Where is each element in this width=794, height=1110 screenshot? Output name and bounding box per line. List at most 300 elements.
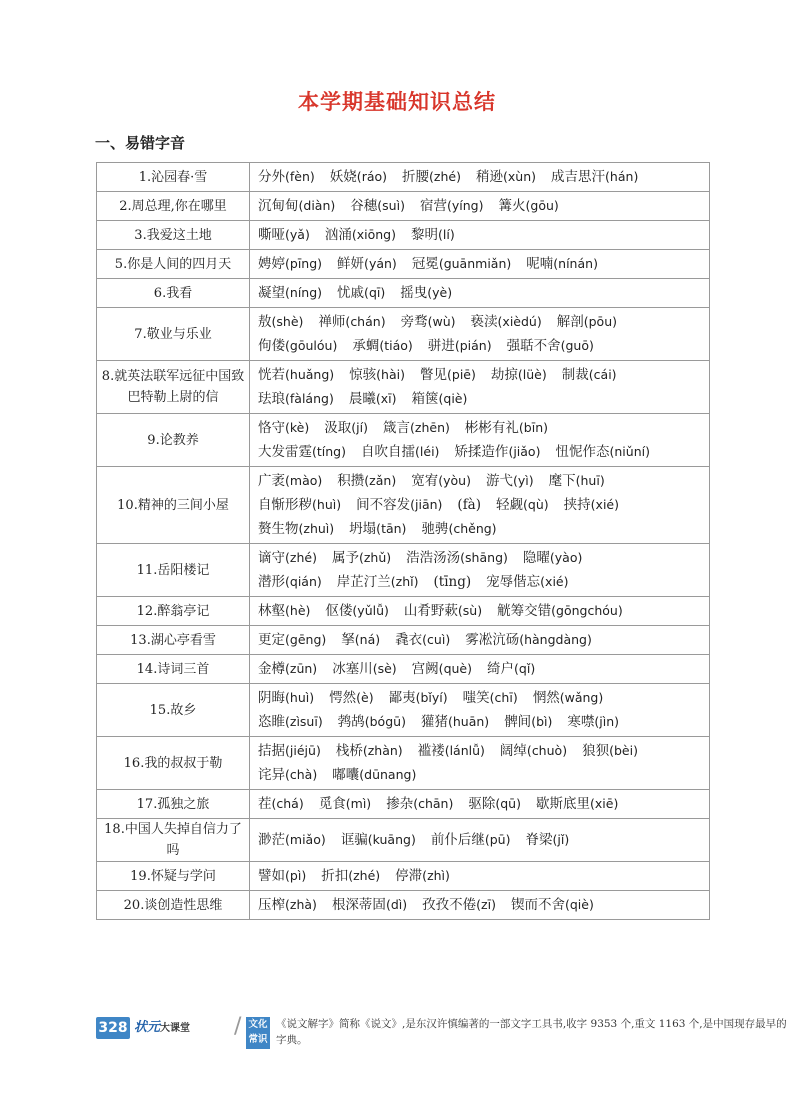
word-text: 自吹自擂 <box>361 444 416 460</box>
pinyin-text: zhuì <box>303 521 330 536</box>
word-text: 嘶哑 <box>258 227 285 243</box>
word-entry <box>411 473 471 489</box>
paren-open: ( <box>553 256 559 271</box>
pinyin-text: gēng <box>289 632 322 647</box>
paren-close: ) <box>382 169 388 184</box>
pinyin-text: léi <box>419 444 435 459</box>
word-text: 宿营 <box>419 198 447 214</box>
words-line <box>258 223 709 247</box>
word-entry <box>412 256 511 272</box>
paren-close: ) <box>486 338 492 353</box>
word-text: 锲而不舍 <box>510 897 565 913</box>
paren-open: ( <box>448 521 454 536</box>
pinyin-text: cuì <box>427 632 446 647</box>
pinyin-text: qián <box>289 574 317 589</box>
word-entry <box>325 227 396 243</box>
pinyin-text: lí <box>442 227 450 242</box>
words-cell <box>250 819 710 862</box>
paren-close: ) <box>402 897 408 912</box>
paren-close: ) <box>617 603 623 618</box>
pinyin-text: xièdú <box>502 314 537 329</box>
paren-close: ) <box>589 338 594 353</box>
pinyin-text: niǔní <box>614 444 646 459</box>
word-entry <box>258 832 326 848</box>
paren-open: ( <box>285 256 290 271</box>
words-line <box>258 281 709 305</box>
paren-open: ( <box>564 897 570 912</box>
word-text: 宫阙 <box>411 661 439 677</box>
paren-close: ) <box>505 832 511 847</box>
word-entry <box>324 420 368 436</box>
word-entry <box>258 338 337 354</box>
paren-close: ) <box>562 743 568 758</box>
word-text: 隐曜 <box>522 550 550 566</box>
paren-close: ) <box>316 574 322 589</box>
page-number: 328 <box>96 1017 130 1039</box>
paren-close: ) <box>380 285 386 300</box>
paren-close: ) <box>614 714 620 729</box>
paren-close: ) <box>445 868 450 883</box>
lesson-title: 8.就英法联军远征中国致巴特勒上尉的信 <box>97 361 250 414</box>
pinyin-text: ná <box>359 632 376 647</box>
word-entry <box>258 256 322 272</box>
word-entry <box>332 897 407 913</box>
word-text: 愕然 <box>329 690 357 706</box>
word-text: 汹涌 <box>324 227 352 243</box>
paren-close: ) <box>315 743 321 758</box>
pinyin-text: huī <box>580 473 600 488</box>
paren-close: ) <box>612 314 618 329</box>
words-line <box>258 440 709 464</box>
paren-open: ( <box>495 796 501 811</box>
paren-close: ) <box>491 521 497 536</box>
word-text: 獾猪 <box>420 714 448 730</box>
brand-sub: 大课堂 <box>160 1023 191 1034</box>
word-text: 阴晦 <box>258 690 285 706</box>
paren-open: ( <box>525 198 531 213</box>
table-row <box>97 891 710 920</box>
word-entry <box>321 868 380 884</box>
paren-close: ) <box>633 169 639 184</box>
paren-close: ) <box>477 603 483 618</box>
pinyin-text: miǎo <box>289 832 321 847</box>
paren-close: ) <box>467 661 473 676</box>
word-text: 孜孜不倦 <box>422 897 477 913</box>
table-row <box>97 626 710 655</box>
paren-open: ( <box>271 796 277 811</box>
paren-open: ( <box>352 603 358 618</box>
page-title: 本学期基础知识总结 <box>298 90 496 114</box>
pinyin-text: ráo <box>361 169 383 184</box>
words-cell <box>250 192 710 221</box>
word-text: 狼狈 <box>582 743 610 759</box>
word-text: 林壑 <box>258 603 285 619</box>
paren-open: ( <box>415 444 420 459</box>
word-text: 茬 <box>258 796 272 812</box>
paren-open: ( <box>285 743 290 758</box>
pinyin-text: mì <box>350 796 367 811</box>
pinyin-text: gōulóu <box>289 338 333 353</box>
brand-logo <box>134 1017 190 1040</box>
paren-close: ) <box>304 227 310 242</box>
pinyin-text: xiōng <box>356 227 392 242</box>
words-line <box>258 363 709 387</box>
pinyin-text: bīn <box>523 420 544 435</box>
words-cell <box>250 684 710 737</box>
paren-open: ( <box>376 521 382 536</box>
paren-open: ( <box>552 832 558 847</box>
words-cell <box>250 361 710 414</box>
pinyin-text: mào <box>289 473 318 488</box>
word-text: 骈进 <box>427 338 455 354</box>
pinyin-text: huān <box>452 714 485 729</box>
lesson-title: 19.怀疑与学问 <box>97 862 250 891</box>
paren-open: ( <box>438 256 444 271</box>
paren-open: ( <box>508 444 514 459</box>
paren-open: ( <box>285 714 290 729</box>
word-text: 谷穗 <box>350 198 378 214</box>
table-row <box>97 597 710 626</box>
word-text: 栈桥 <box>335 743 363 759</box>
word-entry <box>258 391 334 407</box>
paren-close: ) <box>401 714 406 729</box>
paren-close: ) <box>478 198 484 213</box>
paren-close: ) <box>586 632 592 647</box>
word-entry <box>258 796 304 812</box>
words-line <box>258 546 709 570</box>
words-cell <box>250 250 710 279</box>
word-entry <box>258 897 317 913</box>
word-entry <box>421 714 489 730</box>
word-text: 嗤笑 <box>462 690 490 706</box>
word-text: 妖娆 <box>329 169 357 185</box>
word-text: (fà) <box>457 497 482 513</box>
word-entry <box>349 367 405 383</box>
word-text: 挟持 <box>563 497 591 513</box>
word-entry <box>567 714 619 730</box>
lesson-title: 11.岳阳楼记 <box>97 544 250 597</box>
word-text: 鲜妍 <box>337 256 365 272</box>
table-row <box>97 544 710 597</box>
paren-open: ( <box>362 743 368 758</box>
word-entry <box>428 338 492 354</box>
lesson-title: 1.沁园春·雪 <box>97 163 250 192</box>
paren-open: ( <box>609 743 614 758</box>
word-entry <box>525 832 569 848</box>
paren-close: ) <box>471 367 476 382</box>
word-entry <box>337 285 385 301</box>
pinyin-text: jiéjū <box>289 743 316 758</box>
paren-open: ( <box>518 420 524 435</box>
paren-close: ) <box>614 497 619 512</box>
pinyin-text: yòu <box>443 473 467 488</box>
paren-open: ( <box>376 367 382 382</box>
paren-open: ( <box>514 661 519 676</box>
word-entry <box>468 796 521 812</box>
words-line <box>258 493 709 517</box>
word-text: 制裁 <box>561 367 589 383</box>
lesson-title: 12.醉翁亭记 <box>97 597 250 626</box>
word-text: 根深蒂固 <box>331 897 386 913</box>
pinyin-text: chán <box>350 314 381 329</box>
word-text: 驰骋 <box>421 521 449 537</box>
word-entry <box>389 690 448 706</box>
paren-open: ( <box>422 632 428 647</box>
paren-close: ) <box>543 420 549 435</box>
paren-close: ) <box>588 897 594 912</box>
paren-open: ( <box>410 497 415 512</box>
paren-close: ) <box>363 420 368 435</box>
paren-open: ( <box>390 574 396 589</box>
paren-close: ) <box>530 661 536 676</box>
paren-close: ) <box>445 632 451 647</box>
paren-close: ) <box>531 169 537 184</box>
word-text: 伛偻 <box>325 603 353 619</box>
paren-open: ( <box>438 227 443 242</box>
tip-text: 《说文解字》简称《说文》,是东汉许慎编著的一部文字工具书,收字 9353 个,重文 1163 个,是中国现存最早的字典。 <box>276 1018 787 1046</box>
paren-open: ( <box>356 169 362 184</box>
word-entry <box>395 868 450 884</box>
word-entry <box>349 391 397 407</box>
paren-open: ( <box>422 868 428 883</box>
word-text: 觅食 <box>318 796 346 812</box>
word-text: 山肴野蔌 <box>403 603 458 619</box>
word-entry <box>496 497 549 513</box>
word-entry <box>536 796 618 812</box>
lesson-title: 6.我看 <box>97 279 250 308</box>
paren-open: ( <box>497 314 503 329</box>
word-entry <box>258 603 310 619</box>
word-entry <box>361 444 439 460</box>
table-row <box>97 250 710 279</box>
pinyin-text: gōu <box>530 198 554 213</box>
word-entry <box>318 314 385 330</box>
paren-open: ( <box>519 632 525 647</box>
paren-open: ( <box>345 314 351 329</box>
word-text: 赘生物 <box>258 521 299 537</box>
pinyin-text: pōu <box>588 314 613 329</box>
paren-open: ( <box>447 367 452 382</box>
pinyin-text: zūn <box>289 661 313 676</box>
brand-name: 状元 <box>134 1020 161 1035</box>
word-text: 彬彬有礼 <box>464 420 519 436</box>
paren-open: ( <box>438 661 444 676</box>
word-text: 箴言 <box>383 420 410 436</box>
table-row <box>97 414 710 467</box>
word-entry <box>431 832 511 848</box>
paren-close: ) <box>528 473 534 488</box>
paren-open: ( <box>588 367 594 382</box>
word-entry <box>337 256 397 272</box>
lesson-title: 10.精神的三间小屋 <box>97 467 250 544</box>
word-text: 劫掠 <box>490 367 518 383</box>
word-entry <box>258 367 334 383</box>
paren-close: ) <box>336 497 342 512</box>
words-line <box>258 628 709 652</box>
word-text: 佝偻 <box>258 338 285 354</box>
paren-close: ) <box>298 796 304 811</box>
words-cell <box>250 655 710 684</box>
pinyin-text: hán <box>609 169 634 184</box>
pinyin-text: lüè <box>522 367 542 382</box>
word-entry <box>582 743 638 759</box>
words-line <box>258 763 709 787</box>
table-row <box>97 279 710 308</box>
words-cell <box>250 544 710 597</box>
paren-close: ) <box>317 473 323 488</box>
words-line <box>258 416 709 440</box>
table-row <box>97 163 710 192</box>
paren-close: ) <box>491 897 496 912</box>
paren-open: ( <box>523 497 528 512</box>
pinyin-text: zhé <box>433 169 457 184</box>
paren-close: ) <box>386 550 392 565</box>
pinyin-text: pián <box>459 338 487 353</box>
table-row <box>97 655 710 684</box>
words-cell <box>250 891 710 920</box>
paren-close: ) <box>512 690 518 705</box>
paren-close: ) <box>368 690 374 705</box>
word-entry <box>337 574 419 590</box>
pinyin-text: yán <box>368 256 392 271</box>
word-entry <box>491 367 547 383</box>
word-text: 折腰 <box>402 169 430 185</box>
paren-open: ( <box>549 550 555 565</box>
word-text: 褴褛 <box>417 743 445 759</box>
paren-open: ( <box>285 367 290 382</box>
paren-close: ) <box>301 868 307 883</box>
word-text: 恪守 <box>258 420 285 436</box>
paren-open: ( <box>575 473 581 488</box>
word-text: 强聒不舍 <box>506 338 561 354</box>
words-line <box>258 570 709 594</box>
pinyin-text: jìn <box>599 714 615 729</box>
pinyin-text: qiè <box>569 897 589 912</box>
words-cell <box>250 308 710 361</box>
paren-close: ) <box>456 169 461 184</box>
paren-close: ) <box>312 550 317 565</box>
paren-open: ( <box>285 285 290 300</box>
paren-close: ) <box>401 521 407 536</box>
word-entry <box>383 420 450 436</box>
word-text: 譬如 <box>258 868 285 884</box>
paren-close: ) <box>553 198 559 213</box>
paren-close: ) <box>611 367 617 382</box>
word-entry <box>418 743 485 759</box>
paren-open: ( <box>348 868 354 883</box>
paren-close: ) <box>413 574 419 589</box>
word-entry <box>555 444 650 460</box>
pinyin-text: yè <box>432 285 448 300</box>
paren-open: ( <box>605 169 610 184</box>
table-row <box>97 308 710 361</box>
word-text: 麾下 <box>548 473 576 489</box>
word-text: 拏 <box>341 632 355 648</box>
paren-close: ) <box>598 690 604 705</box>
word-entry <box>507 338 594 354</box>
word-entry <box>258 868 306 884</box>
word-text: (tīng) <box>433 574 472 590</box>
word-entry <box>499 198 559 214</box>
words-line <box>258 657 709 681</box>
paren-close: ) <box>445 420 450 435</box>
paren-close: ) <box>547 714 553 729</box>
paren-open: ( <box>345 796 351 811</box>
paren-open: ( <box>594 714 600 729</box>
word-entry <box>500 743 567 759</box>
pinyin-text: chān <box>418 796 449 811</box>
paren-open: ( <box>379 338 385 353</box>
word-text: 压榨 <box>258 897 285 913</box>
word-entry <box>486 574 568 590</box>
word-entry <box>338 714 406 730</box>
words-cell <box>250 737 710 790</box>
pinyin-text: bì <box>536 714 548 729</box>
paren-open: ( <box>460 550 466 565</box>
paren-open: ( <box>285 661 290 676</box>
word-entry <box>406 550 508 566</box>
pinyin-text: jiān <box>415 497 438 512</box>
pinyin-text: piē <box>451 367 471 382</box>
paren-close: ) <box>341 444 347 459</box>
paren-close: ) <box>380 314 386 329</box>
pinyin-text: gōngchóu <box>556 603 618 618</box>
pinyin-text: huì <box>316 497 337 512</box>
pinyin-text: hè <box>289 603 306 618</box>
paren-close: ) <box>312 661 318 676</box>
word-text: 驱除 <box>468 796 496 812</box>
pinyin-text: yào <box>554 550 578 565</box>
paren-open: ( <box>285 603 290 618</box>
paren-open: ( <box>429 169 434 184</box>
pinyin-text: yì <box>517 473 529 488</box>
table-row <box>97 862 710 891</box>
word-text: 娉婷 <box>258 256 285 272</box>
pinyin-text: zǎn <box>369 473 392 488</box>
word-text: 亵渎 <box>470 314 498 330</box>
pinyin-text: shāng <box>465 550 503 565</box>
pinyin-text: níng <box>289 285 318 300</box>
word-text: 篝火 <box>498 198 526 214</box>
paren-close: ) <box>466 473 471 488</box>
word-table <box>96 162 710 920</box>
word-entry <box>386 796 453 812</box>
word-entry <box>258 473 322 489</box>
tip-label: 文化常识 <box>246 1017 270 1049</box>
pinyin-text: tān <box>381 521 402 536</box>
word-text: 瞥见 <box>420 367 447 383</box>
paren-open: ( <box>285 574 290 589</box>
word-entry <box>356 497 442 513</box>
pinyin-text: fèn <box>289 169 310 184</box>
paren-close: ) <box>449 227 455 242</box>
paren-close: ) <box>437 497 443 512</box>
paren-close: ) <box>506 256 512 271</box>
paren-close: ) <box>410 832 416 847</box>
word-text: 汲取 <box>324 420 352 436</box>
paren-close: ) <box>411 767 417 782</box>
paren-open: ( <box>560 338 566 353</box>
paren-close: ) <box>450 314 456 329</box>
paren-close: ) <box>332 338 338 353</box>
paren-open: ( <box>271 314 277 329</box>
word-text: 禅师 <box>318 314 346 330</box>
word-text: 寒噤 <box>567 714 595 730</box>
table-row <box>97 819 710 862</box>
words-cell <box>250 279 710 308</box>
lesson-title: 20.谈创造性思维 <box>97 891 250 920</box>
pinyin-text: xī <box>380 391 392 406</box>
